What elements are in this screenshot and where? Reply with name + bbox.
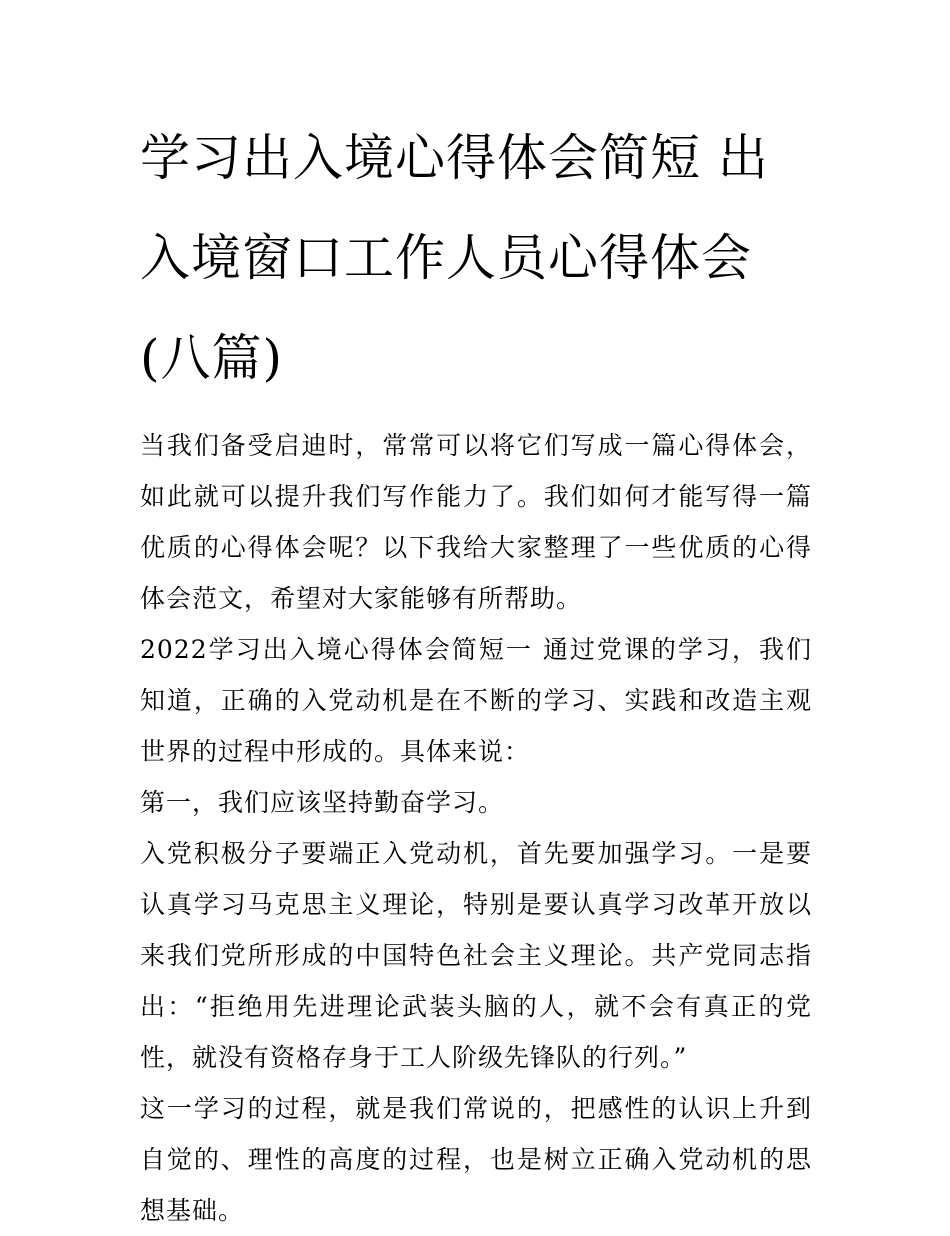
- document-title: 学习出入境心得体会简短 出入境窗口工作人员心得体会(八篇): [140, 129, 769, 387]
- paragraph-study: 入党积极分子要端正入党动机，首先要加强学习。一是要认真学习马克思主义理论，特别是要认真学习改革开放以来我们党所形成的中国特色社会主义理论。共产党同志指出：“拒绝用先进理论武装头脑的人，就不会有真正的党性，就没有资格存身于工人阶级先锋队的行列。”: [140, 839, 812, 1072]
- document-page: [140, 108, 812, 1236]
- paragraph-section-one: 2022学习出入境心得体会简短一 通过党课的学习，我们知道，正确的入党动机是在不断的学习、实践和改造主观世界的过程中形成的。具体来说：: [140, 635, 812, 766]
- paragraph-process: 这一学习的过程，就是我们常说的，把感性的认识上升到自觉的、理性的高度的过程，也是树立正确入党动机的思想基础。: [140, 1094, 812, 1225]
- paragraph-point-one: 第一，我们应该坚持勤奋学习。: [140, 788, 505, 817]
- title-block: [140, 108, 812, 408]
- paragraph-intro: 当我们备受启迪时，常常可以将它们写成一篇心得体会，如此就可以提升我们写作能力了。我们如何才能写得一篇优质的心得体会呢？以下我给大家整理了一些优质的心得体会范文，希望对大家能够有所帮助。: [140, 431, 812, 613]
